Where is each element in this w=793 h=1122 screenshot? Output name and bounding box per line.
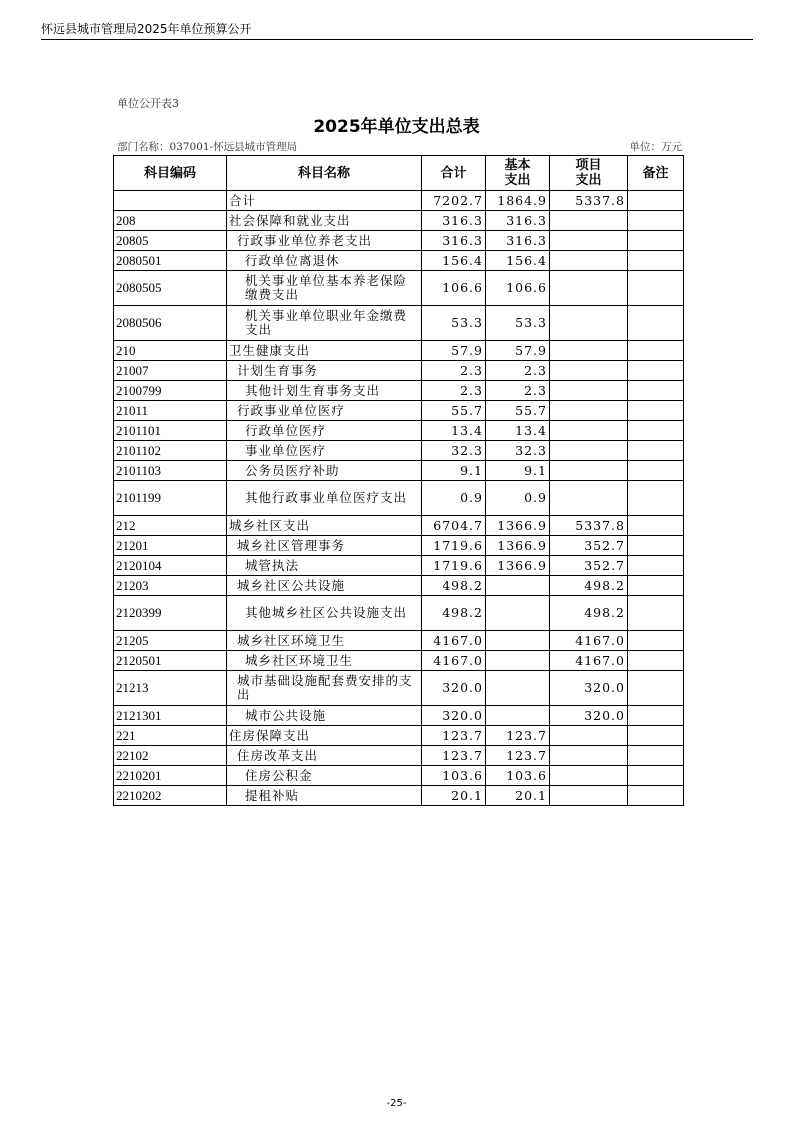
cell-code: 212 xyxy=(114,516,227,536)
cell-name: 城乡社区环境卫生 xyxy=(227,631,422,651)
cell-note xyxy=(628,516,684,536)
cell-name: 住房保障支出 xyxy=(227,726,422,746)
cell-total: 9.1 xyxy=(422,461,486,481)
cell-basic: 53.3 xyxy=(486,306,550,341)
unit-label: 单位：万元 xyxy=(629,141,682,153)
cell-total: 55.7 xyxy=(422,401,486,421)
cell-basic: 123.7 xyxy=(486,746,550,766)
cell-project xyxy=(550,441,628,461)
cell-note xyxy=(628,441,684,461)
cell-project xyxy=(550,421,628,441)
cell-basic: 103.6 xyxy=(486,766,550,786)
cell-code: 20805 xyxy=(114,231,227,251)
department-label: 部门名称：037001-怀远县城市管理局 xyxy=(117,141,298,153)
cell-project xyxy=(550,726,628,746)
cell-note xyxy=(628,706,684,726)
cell-code: 2101102 xyxy=(114,441,227,461)
col-header-basic: 基本 支出 xyxy=(486,156,550,191)
cell-total: 4167.0 xyxy=(422,651,486,671)
cell-note xyxy=(628,401,684,421)
cell-basic: 156.4 xyxy=(486,251,550,271)
cell-code: 2101199 xyxy=(114,481,227,516)
table-row xyxy=(114,401,684,421)
cell-total: 316.3 xyxy=(422,211,486,231)
table-row xyxy=(114,536,684,556)
cell-code: 21205 xyxy=(114,631,227,651)
cell-project xyxy=(550,251,628,271)
table-row xyxy=(114,596,684,631)
cell-basic: 1366.9 xyxy=(486,516,550,536)
cell-code: 2121301 xyxy=(114,706,227,726)
cell-note xyxy=(628,231,684,251)
cell-total: 103.6 xyxy=(422,766,486,786)
cell-basic: 57.9 xyxy=(486,341,550,361)
cell-basic: 13.4 xyxy=(486,421,550,441)
cell-name: 卫生健康支出 xyxy=(227,341,422,361)
cell-code: 2210202 xyxy=(114,786,227,806)
cell-code: 21201 xyxy=(114,536,227,556)
cell-project xyxy=(550,271,628,306)
cell-project: 4167.0 xyxy=(550,651,628,671)
table-row xyxy=(114,361,684,381)
cell-total: 106.6 xyxy=(422,271,486,306)
cell-basic: 2.3 xyxy=(486,361,550,381)
cell-name: 其他城乡社区公共设施支出 xyxy=(227,596,422,631)
table-row xyxy=(114,576,684,596)
cell-note xyxy=(628,651,684,671)
cell-project xyxy=(550,786,628,806)
cell-note xyxy=(628,341,684,361)
cell-name: 其他行政事业单位医疗支出 xyxy=(227,481,422,516)
cell-basic: 20.1 xyxy=(486,786,550,806)
table-row xyxy=(114,766,684,786)
page-number: -25- xyxy=(386,1098,407,1109)
cell-code: 2120104 xyxy=(114,556,227,576)
cell-note xyxy=(628,576,684,596)
cell-code: 2210201 xyxy=(114,766,227,786)
cell-project: 352.7 xyxy=(550,536,628,556)
cell-code: 2080501 xyxy=(114,251,227,271)
cell-note xyxy=(628,536,684,556)
cell-note xyxy=(628,271,684,306)
cell-basic: 1366.9 xyxy=(486,556,550,576)
cell-note xyxy=(628,421,684,441)
table-row xyxy=(114,211,684,231)
cell-code: 208 xyxy=(114,211,227,231)
cell-code: 21213 xyxy=(114,671,227,706)
table-row xyxy=(114,381,684,401)
cell-basic: 32.3 xyxy=(486,441,550,461)
cell-basic: 316.3 xyxy=(486,231,550,251)
cell-project: 320.0 xyxy=(550,671,628,706)
cell-note xyxy=(628,481,684,516)
cell-name: 机关事业单位职业年金缴费支出 xyxy=(227,306,422,341)
table-row xyxy=(114,671,684,706)
cell-total: 498.2 xyxy=(422,596,486,631)
cell-note xyxy=(628,211,684,231)
cell-note xyxy=(628,361,684,381)
cell-total: 1719.6 xyxy=(422,556,486,576)
cell-total: 123.7 xyxy=(422,746,486,766)
cell-note xyxy=(628,556,684,576)
cell-project: 498.2 xyxy=(550,576,628,596)
cell-code: 210 xyxy=(114,341,227,361)
cell-note xyxy=(628,671,684,706)
cell-total: 1719.6 xyxy=(422,536,486,556)
cell-project: 4167.0 xyxy=(550,631,628,651)
cell-note xyxy=(628,631,684,651)
cell-basic: 9.1 xyxy=(486,461,550,481)
table-row xyxy=(114,631,684,651)
cell-note xyxy=(628,766,684,786)
cell-total: 6704.7 xyxy=(422,516,486,536)
cell-total: 32.3 xyxy=(422,441,486,461)
cell-project xyxy=(550,461,628,481)
cell-code: 22102 xyxy=(114,746,227,766)
table-row xyxy=(114,231,684,251)
cell-total: 498.2 xyxy=(422,576,486,596)
cell-name: 城市基础设施配套费安排的支出 xyxy=(227,671,422,706)
cell-total: 0.9 xyxy=(422,481,486,516)
table-row xyxy=(114,651,684,671)
cell-project xyxy=(550,401,628,421)
cell-project xyxy=(550,381,628,401)
cell-name: 城乡社区管理事务 xyxy=(227,536,422,556)
cell-code xyxy=(114,191,227,211)
table-header-row xyxy=(114,156,684,191)
cell-note xyxy=(628,381,684,401)
table-row xyxy=(114,421,684,441)
cell-basic: 1366.9 xyxy=(486,536,550,556)
table-row xyxy=(114,481,684,516)
cell-basic xyxy=(486,631,550,651)
cell-total: 123.7 xyxy=(422,726,486,746)
cell-note xyxy=(628,726,684,746)
cell-note xyxy=(628,746,684,766)
cell-project: 320.0 xyxy=(550,706,628,726)
cell-name: 其他计划生育事务支出 xyxy=(227,381,422,401)
table-row xyxy=(114,786,684,806)
cell-project: 498.2 xyxy=(550,596,628,631)
cell-name: 行政单位医疗 xyxy=(227,421,422,441)
cell-name: 机关事业单位基本养老保险缴费支出 xyxy=(227,271,422,306)
cell-name: 行政事业单位医疗 xyxy=(227,401,422,421)
cell-name: 城乡社区支出 xyxy=(227,516,422,536)
cell-basic: 1864.9 xyxy=(486,191,550,211)
table-row xyxy=(114,726,684,746)
cell-basic: 316.3 xyxy=(486,211,550,231)
table-row xyxy=(114,341,684,361)
cell-project xyxy=(550,211,628,231)
cell-note xyxy=(628,251,684,271)
cell-code: 2080506 xyxy=(114,306,227,341)
cell-name: 城管执法 xyxy=(227,556,422,576)
cell-name: 社会保障和就业支出 xyxy=(227,211,422,231)
cell-name: 合计 xyxy=(227,191,422,211)
cell-note xyxy=(628,191,684,211)
cell-code: 2101103 xyxy=(114,461,227,481)
cell-code: 2120501 xyxy=(114,651,227,671)
cell-name: 住房改革支出 xyxy=(227,746,422,766)
cell-basic: 55.7 xyxy=(486,401,550,421)
cell-code: 21007 xyxy=(114,361,227,381)
cell-total: 53.3 xyxy=(422,306,486,341)
cell-name: 提租补贴 xyxy=(227,786,422,806)
cell-code: 2120399 xyxy=(114,596,227,631)
cell-basic xyxy=(486,596,550,631)
cell-basic: 123.7 xyxy=(486,726,550,746)
cell-basic xyxy=(486,671,550,706)
cell-project xyxy=(550,231,628,251)
cell-total: 7202.7 xyxy=(422,191,486,211)
col-header-note: 备注 xyxy=(628,156,684,191)
cell-code: 2080505 xyxy=(114,271,227,306)
cell-note xyxy=(628,596,684,631)
table-number: 单位公开表3 xyxy=(117,97,179,110)
col-header-project: 项目 支出 xyxy=(550,156,628,191)
cell-total: 20.1 xyxy=(422,786,486,806)
cell-basic xyxy=(486,651,550,671)
table-row xyxy=(114,746,684,766)
cell-total: 156.4 xyxy=(422,251,486,271)
cell-basic: 2.3 xyxy=(486,381,550,401)
expenditure-table xyxy=(113,155,684,806)
cell-name: 住房公积金 xyxy=(227,766,422,786)
table-row xyxy=(114,441,684,461)
cell-name: 行政事业单位养老支出 xyxy=(227,231,422,251)
cell-code: 2100799 xyxy=(114,381,227,401)
cell-total: 13.4 xyxy=(422,421,486,441)
cell-project: 5337.8 xyxy=(550,516,628,536)
table-row xyxy=(114,556,684,576)
cell-total: 57.9 xyxy=(422,341,486,361)
cell-total: 2.3 xyxy=(422,381,486,401)
cell-project: 5337.8 xyxy=(550,191,628,211)
cell-total: 4167.0 xyxy=(422,631,486,651)
cell-note xyxy=(628,461,684,481)
cell-project xyxy=(550,306,628,341)
cell-basic: 106.6 xyxy=(486,271,550,306)
table-row xyxy=(114,461,684,481)
cell-project xyxy=(550,481,628,516)
cell-project xyxy=(550,341,628,361)
table-row xyxy=(114,516,684,536)
cell-name: 事业单位医疗 xyxy=(227,441,422,461)
cell-name: 城市公共设施 xyxy=(227,706,422,726)
cell-project xyxy=(550,766,628,786)
cell-code: 21011 xyxy=(114,401,227,421)
cell-note xyxy=(628,786,684,806)
table-row xyxy=(114,251,684,271)
cell-total: 320.0 xyxy=(422,706,486,726)
cell-total: 320.0 xyxy=(422,671,486,706)
cell-name: 公务员医疗补助 xyxy=(227,461,422,481)
cell-code: 21203 xyxy=(114,576,227,596)
cell-project xyxy=(550,361,628,381)
document-header: 怀远县城市管理局2025年单位预算公开 xyxy=(41,22,252,36)
cell-name: 计划生育事务 xyxy=(227,361,422,381)
table-row xyxy=(114,271,684,306)
cell-basic: 0.9 xyxy=(486,481,550,516)
cell-name: 行政单位离退休 xyxy=(227,251,422,271)
col-header-total: 合计 xyxy=(422,156,486,191)
page-title: 2025年单位支出总表 xyxy=(313,117,480,137)
cell-basic xyxy=(486,706,550,726)
cell-project: 352.7 xyxy=(550,556,628,576)
cell-name: 城乡社区环境卫生 xyxy=(227,651,422,671)
cell-name: 城乡社区公共设施 xyxy=(227,576,422,596)
col-header-name: 科目名称 xyxy=(227,156,422,191)
cell-code: 2101101 xyxy=(114,421,227,441)
cell-total: 2.3 xyxy=(422,361,486,381)
table-body xyxy=(114,191,684,806)
cell-project xyxy=(550,746,628,766)
col-header-code: 科目编码 xyxy=(114,156,227,191)
cell-basic xyxy=(486,576,550,596)
table-row xyxy=(114,191,684,211)
table-row xyxy=(114,306,684,341)
header-rule xyxy=(41,39,753,40)
cell-total: 316.3 xyxy=(422,231,486,251)
cell-code: 221 xyxy=(114,726,227,746)
table-row xyxy=(114,706,684,726)
cell-note xyxy=(628,306,684,341)
